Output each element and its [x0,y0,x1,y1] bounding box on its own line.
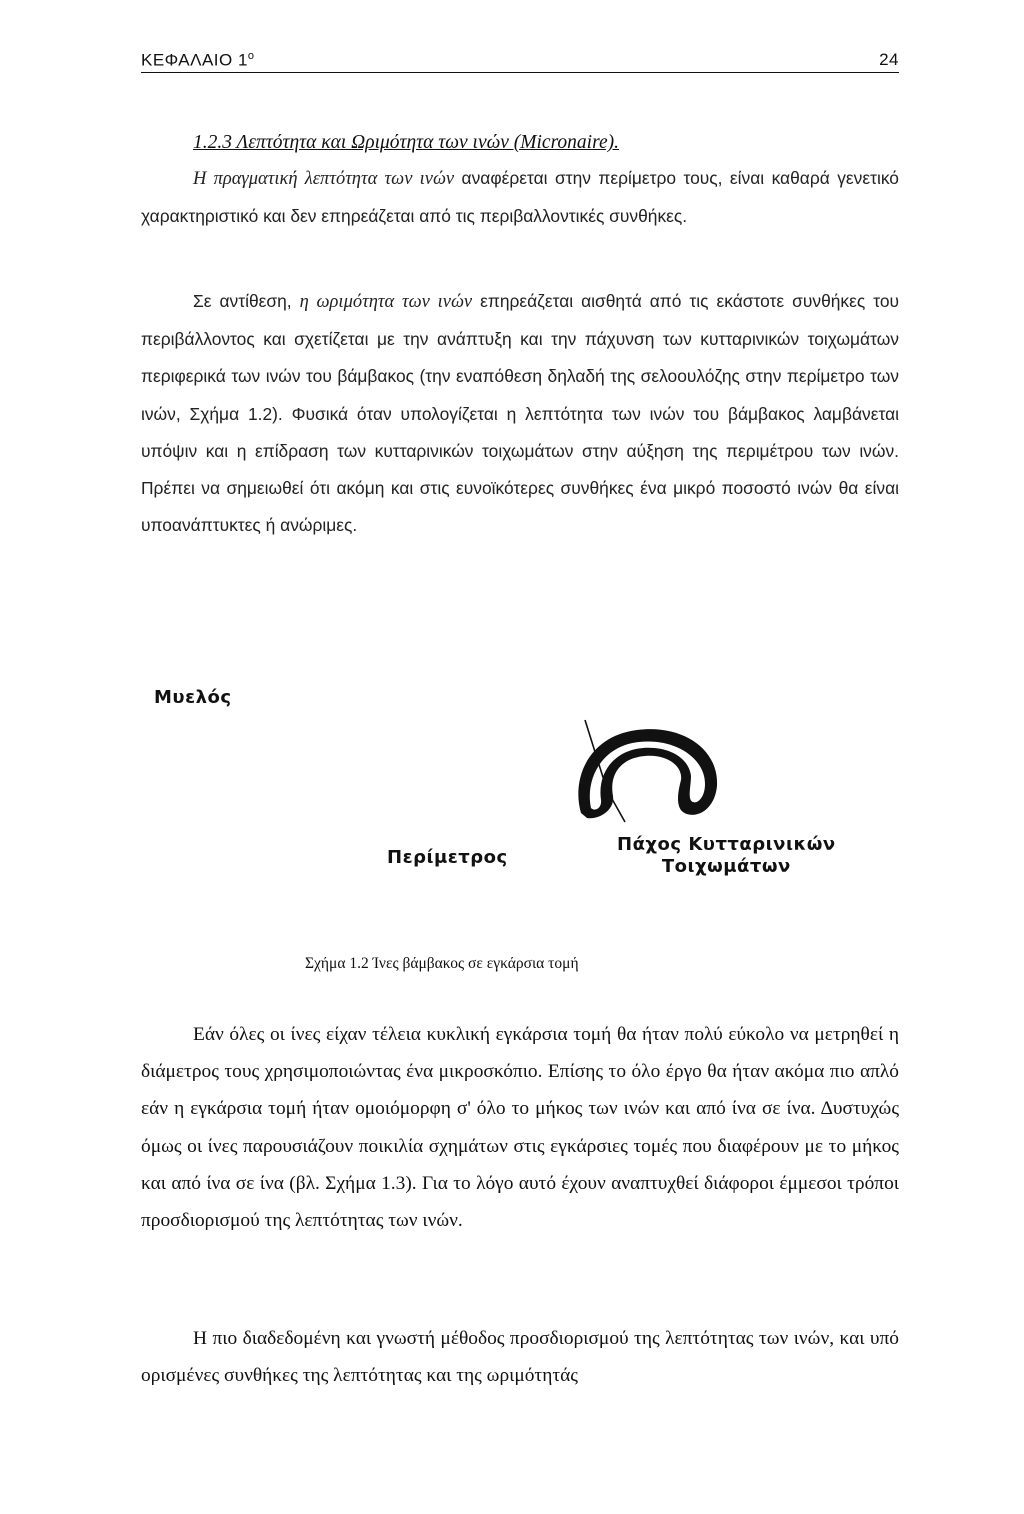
page-number: 24 [879,50,899,69]
paragraph-method: Η πιο διαδεδομένη και γνωστή μέθοδος προσδιορισμού της λεπτότητας των ινών, και υπό ορισμένες συνθήκες της λεπτότητας και της ωριμότητάς [141,1328,899,1387]
page-header [141,48,899,73]
chapter-label: ΚΕΦΑΛΑΙΟ $1^o$ [141,50,255,70]
label-perimeter: Περίμετρος [387,847,508,868]
term-maturity: η ωριμότητα των ινών [299,292,473,312]
figure-caption: Σχήμα 1.2 Ίνες βάμβακος σε εγκάρσια τομή [305,955,579,972]
paragraph-measurement: Εάν όλες οι ίνες είχαν τέλεια κυκλική εγκάρσια τομή θα ήταν πολύ εύκολο να μετρηθεί η διάμετρος τους χρησιμοποιώντας ένα μικροσκόπιο. Επίσης το όλο έργο θα ήταν ακόμα πιο απλό εάν η εγκάρσια τομή ήταν ομοιόμορφη σ' όλο το μήκος των ινών και από ίνα σε ίνα. Δυστυχώς όμως οι ίνες παρουσιάζουν ποικιλία σχημάτων στις εγκάρσιες τομές που διαφέρουν με το μήκος και από ίνα σε ίνα (βλ. Σχήμα 1.3). Για το λόγο αυτό έχουν αναπτυχθεί διάφοροι έμμεσοι τρόποι προσδιορισμού της λεπτότητας των ινών. [141,1024,899,1232]
label-wall-thickness: Πάχος Κυτταρινικών Τοιχωμάτων [617,834,836,877]
term-fineness: Η πραγματική λεπτότητα των ινών [193,169,455,189]
paragraph-fineness: Η πραγματική λεπτότητα των ινών αναφέρεται στην περίμετρο τους, είναι καθαρά γενετικό χαρακτηριστικό και δεν επηρεάζεται από τις περιβαλλοντικές συνθήκες. [141,168,899,227]
paragraph-maturity: Σε αντίθεση, η ωριμότητα των ινών επηρεάζεται αισθητά από τις εκάστοτε συνθήκες του περιβάλλοντος και σχετίζεται με την ανάπτυξη και την πάχυνση των κυτταρινικών τοιχωμάτων περιφερικά των ινών του βάμβακος (την εναπόθεση δηλαδή της σελοουλόζης στην περίμετρο των ινών, Σχήμα 1.2). Φυσικά όταν υπολογίζεται η λεπτότητα των ινών του βάμβακος λαμβάνεται υπόψιν και η επίδραση των κυτταρινικών τοιχωμάτων στην αύξηση της περιμέτρου των ινών. Πρέπει να σημειωθεί ότι ακόμη και στις ευνοϊκότερες συνθήκες ένα μικρό ποσοστό ινών θα είναι υποανάπτυκτες ή ανώριμες. [141,291,900,536]
fiber-cross-section-icon [569,718,729,828]
figure-fiber-cross-section [141,680,899,940]
label-lumen: Μυελός [154,687,232,708]
section-title: 1.2.3 Λεπτότητα και Ωριμότητα των ινών (Micronaire). [193,132,619,153]
